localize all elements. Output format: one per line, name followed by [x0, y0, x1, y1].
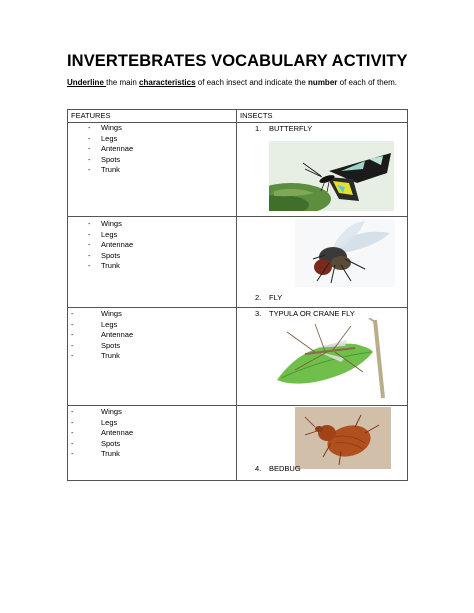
insect-label: 1. BUTTERFLY [255, 124, 313, 133]
feature-item[interactable]: - Legs [88, 229, 118, 239]
crane-fly-photo [275, 318, 395, 400]
feature-item[interactable]: - Trunk [71, 351, 120, 360]
instruction-number-word: number [308, 78, 338, 87]
feature-item[interactable]: - Legs [71, 417, 118, 427]
feature-list [71, 309, 133, 362]
instruction-text: of each insect and indicate the [195, 78, 309, 87]
insects-table [67, 109, 408, 481]
insect-label: 3. TYPULA OR CRANE FLY [255, 309, 355, 318]
insect-cell-1 [237, 123, 408, 217]
instruction-characteristics-word: characteristics [139, 78, 196, 87]
feature-list [88, 219, 133, 272]
feature-list [88, 123, 133, 176]
features-header: FEATURES [68, 110, 237, 123]
instruction-underline-word: Underline [67, 78, 107, 87]
insect-label: 4. BEDBUG [255, 464, 301, 473]
instruction-text: the main [106, 78, 140, 87]
feature-item[interactable]: - Spots [71, 340, 121, 350]
bedbug-photo [295, 407, 391, 469]
feature-item[interactable]: - Wings [88, 123, 122, 132]
insect-cell-2 [237, 217, 408, 308]
feature-item[interactable]: - Spots [88, 250, 121, 260]
feature-list [71, 407, 133, 460]
fly-photo [295, 219, 395, 287]
feature-item[interactable]: - Antennae [88, 240, 134, 249]
insect-label: 2. FLY [255, 293, 283, 302]
features-cell-4 [68, 406, 237, 481]
feature-item[interactable]: - Wings [71, 407, 122, 416]
butterfly-photo [269, 141, 394, 211]
feature-item[interactable]: - Trunk [88, 261, 120, 270]
features-cell-1 [68, 123, 237, 217]
insects-header: INSECTS [237, 110, 408, 123]
feature-item[interactable]: - Trunk [88, 165, 120, 174]
feature-item[interactable]: - Antennae [88, 144, 134, 153]
insect-cell-3 [237, 308, 408, 406]
features-cell-2 [68, 217, 237, 308]
feature-item[interactable]: - Wings [71, 309, 122, 318]
features-cell-3 [68, 308, 237, 406]
feature-item[interactable]: - Antennae [71, 428, 134, 437]
feature-item[interactable]: - Antennae [71, 330, 134, 339]
feature-item[interactable]: - Spots [71, 438, 121, 448]
feature-item[interactable]: - Spots [88, 154, 121, 164]
feature-item[interactable]: - Legs [88, 133, 118, 143]
feature-item[interactable]: - Legs [71, 319, 118, 329]
feature-item[interactable]: - Trunk [71, 449, 120, 458]
insect-cell-4 [237, 406, 408, 481]
feature-item[interactable]: - Wings [88, 219, 122, 228]
page-title: INVERTEBRATES VOCABULARY ACTIVITY [67, 52, 408, 70]
instruction-text: of each of them. [337, 78, 397, 87]
instructions [67, 78, 397, 87]
